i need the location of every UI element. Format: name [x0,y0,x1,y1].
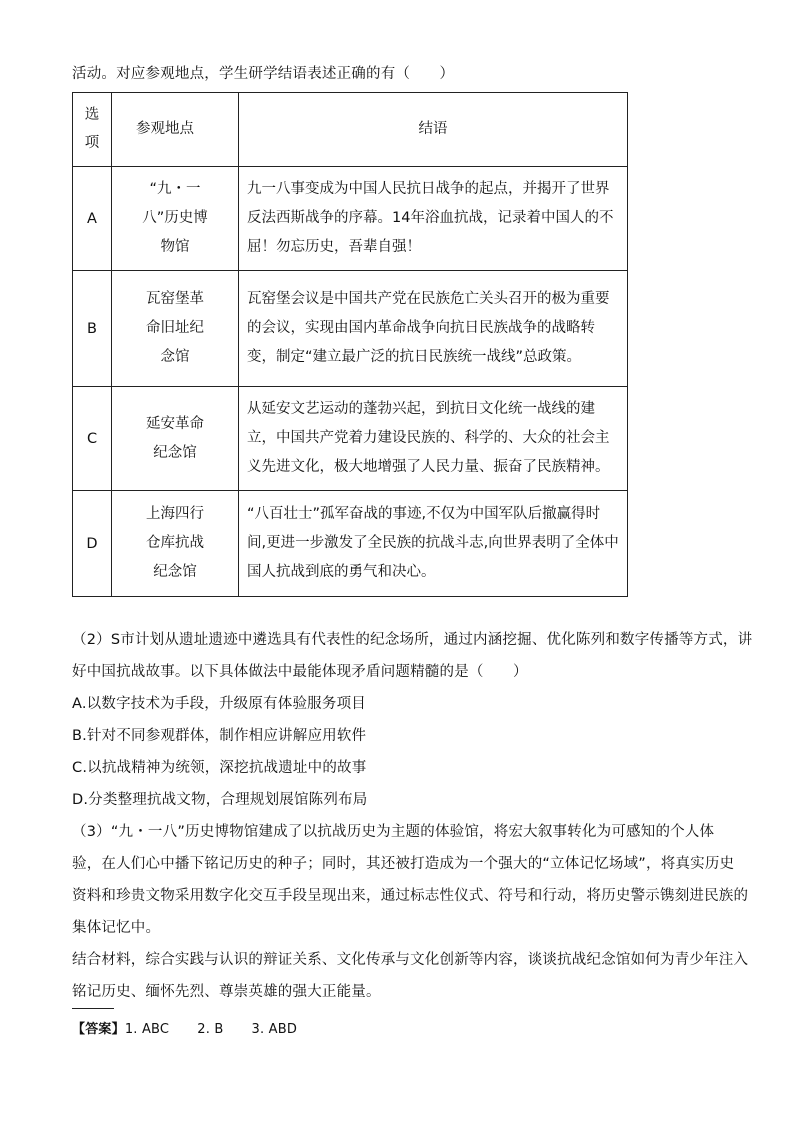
table-row [73,491,628,597]
row-conclusion: 瓦窑堡会议是中国共产党在民族危亡关头召开的极为重要的会议，实现由国内革命战争向抗日民族战争的战略转变，制定“建立最广泛的抗日民族统一战线”总政策。 [239,271,628,387]
q3-line: 验，在人们心中播下铭记历史的种子；同时，其还被打造成为一个强大的“立体记忆场域”，将真实历史 [72,856,735,872]
row-site [112,167,239,271]
q3-line: 结合材料，综合实践与认识的辩证关系、文化传承与文化创新等内容，谈谈抗战纪念馆如何为青少年注入 [72,952,749,968]
question-intro: 活动。对应参观地点，学生研学结语表述正确的有（ ） [72,66,455,82]
q2-option-a: A.以数字技术为手段，升级原有体验服务项目 [72,696,366,712]
header-option-text: 选项 [84,107,100,151]
row-site-text: “九・一八”历史博物馆 [142,181,208,255]
q2-stem-line-2: 好中国抗战故事。以下具体做法中最能体现矛盾问题精髓的是（ ） [72,664,528,680]
table-row [73,271,628,387]
answer-item: 3. ABD [251,1022,298,1037]
row-option: C [73,387,112,491]
row-site [112,491,239,597]
row-option: B [73,271,112,387]
header-site: 参观地点 [112,93,239,167]
q3-line: （3）“九・一八”历史博物馆建成了以抗战历史为主题的体验馆，将宏大叙事转化为可感知的个人体 [72,824,715,840]
answer-table [72,92,628,597]
answer-label: 【答案】 [72,1022,125,1037]
row-conclusion: “八百壮士”孤军奋战的事迹,不仅为中国军队后撤赢得时间,更进一步激发了全民族的抗战斗志,向世界表明了全体中国人抗战到底的勇气和决心。 [239,491,628,597]
row-site-text: 瓦窑堡革命旧址纪念馆 [146,291,204,365]
q2-stem-line-1: （2）S市计划从遗址遗迹中遴选具有代表性的纪念场所，通过内涵挖掘、优化陈列和数字传播等方式，讲 [72,632,753,648]
answer-item: 2. B [197,1022,224,1037]
row-site-text: 延安革命纪念馆 [146,415,204,461]
q2-option-c: C.以抗战精神为统领，深挖抗战遗址中的故事 [72,760,367,776]
q2-option-d: D.分类整理抗战文物，合理规划展馆陈列布局 [72,792,368,808]
q2-option-b: B.针对不同参观群体，制作相应讲解应用软件 [72,728,367,744]
header-option [73,93,112,167]
q3-line: 集体记忆中。 [72,920,161,936]
table-row [73,167,628,271]
answer-divider [72,1008,114,1009]
row-site [112,271,239,387]
row-option: A [73,167,112,271]
row-option: D [73,491,112,597]
table-header-row [73,93,628,167]
row-conclusion: 从延安文艺运动的蓬勃兴起，到抗日文化统一战线的建立，中国共产党着力建设民族的、科学的、大众的社会主义先进文化，极大地增强了人民力量、振奋了民族精神。 [239,387,628,491]
table-row [73,387,628,491]
answer-item: 1. ABC [124,1022,170,1037]
q3-line: 铭记历史、缅怀先烈、尊崇英雄的强大正能量。 [72,984,381,1000]
row-conclusion: 九一八事变成为中国人民抗日战争的起点，并揭开了世界反法西斯战争的序幕。14年浴血抗战，记录着中国人的不屈！勿忘历史，吾辈自强！ [239,167,628,271]
answer-line [72,1020,297,1040]
q3-line: 资料和珍贵文物采用数字化交互手段呈现出来，通过标志性仪式、符号和行动，将历史警示镌刻进民族的 [72,888,749,904]
header-conclusion: 结语 [239,93,628,167]
row-site-text: 上海四行仓库抗战纪念馆 [146,506,204,580]
row-site [112,387,239,491]
